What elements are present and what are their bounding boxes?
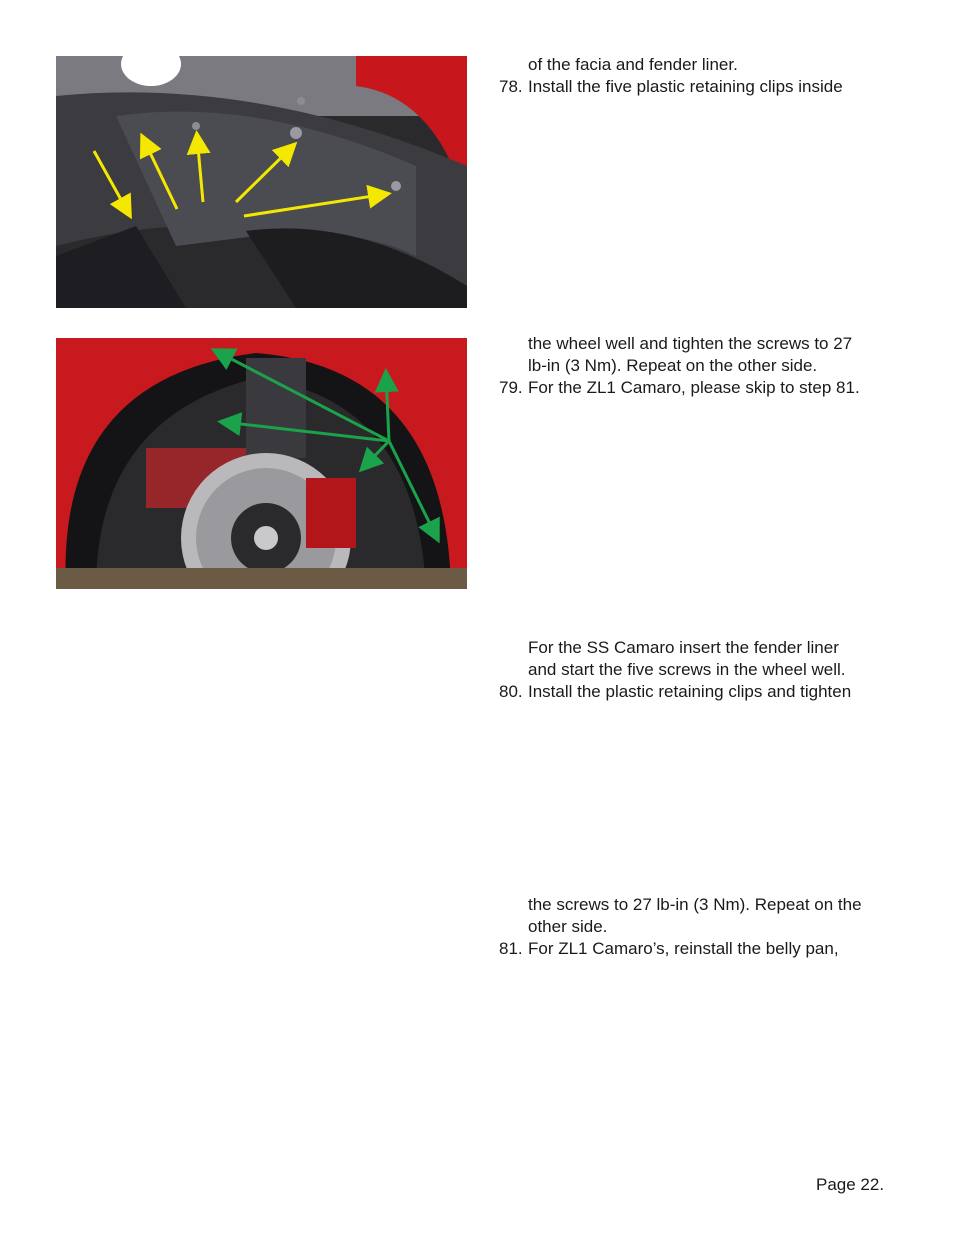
step-number: 80. bbox=[499, 682, 523, 701]
step-number: 78. bbox=[499, 77, 523, 96]
fender-liner-clips-photo bbox=[56, 56, 467, 308]
wheel-well-screws-photo bbox=[56, 338, 467, 589]
page-number: Page 22. bbox=[816, 1175, 885, 1194]
step-number: 81. bbox=[499, 939, 523, 958]
step-number: 79. bbox=[499, 378, 523, 397]
